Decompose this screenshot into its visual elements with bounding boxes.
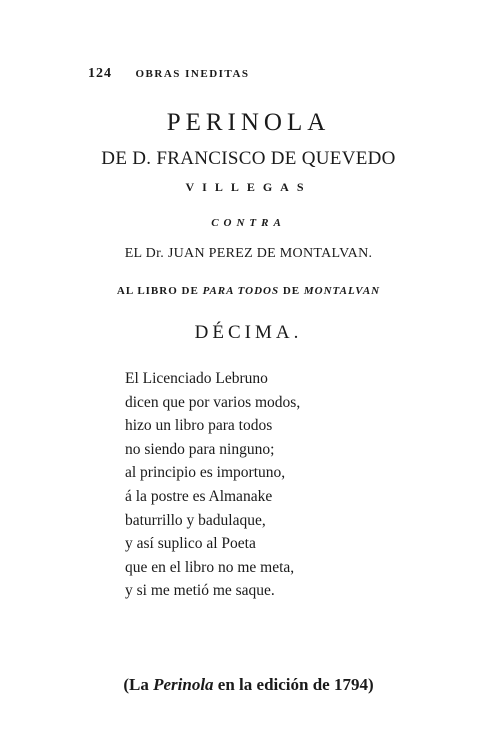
poem-line: á la postre es Almanake [125, 487, 273, 505]
running-title: OBRAS INEDITAS [135, 68, 250, 80]
contra-label: CONTRA [211, 217, 286, 229]
image-caption [0, 675, 497, 695]
author-line-2: VILLEGAS [185, 180, 312, 194]
target-line: EL Dr. JUAN PEREZ DE MONTALVAN. [124, 246, 373, 261]
poem-line: El Licenciado Lebruno [125, 370, 268, 387]
poem-line: y así suplico al Poeta [125, 535, 256, 553]
poem-line: al principio es importuno, [125, 464, 286, 482]
caption-italic: Perinola [153, 675, 214, 694]
page-number: 124 [88, 66, 112, 81]
poem-title: PERINOLA [166, 109, 331, 136]
subtitle-italic: PARA TODOS [202, 285, 280, 297]
author-line: DE D. FRANCISCO DE QUEVEDO [101, 148, 396, 169]
poem-line: que en el libro no me meta, [125, 558, 295, 576]
subtitle-pre: AL LIBRO DE [116, 285, 199, 297]
verse-form-heading: DÉCIMA. [194, 322, 303, 343]
poem-line: baturrillo y badulaque, [125, 511, 266, 529]
running-head [88, 66, 250, 82]
poem-line: hizo un libro para todos [125, 417, 273, 435]
poem-line: dicen que por varios modos, [125, 393, 301, 411]
caption-rest: en la edición de 1794) [217, 675, 374, 694]
subtitle-italic-2: MONTALVAN [303, 285, 381, 297]
poem-line: no siendo para ninguno; [125, 440, 275, 458]
poem-line: y si me metió me saque. [125, 582, 275, 600]
subtitle-line [0, 285, 497, 297]
poem-body [125, 367, 300, 603]
caption-open: (La [123, 675, 149, 694]
subtitle-mid: DE [282, 285, 301, 297]
